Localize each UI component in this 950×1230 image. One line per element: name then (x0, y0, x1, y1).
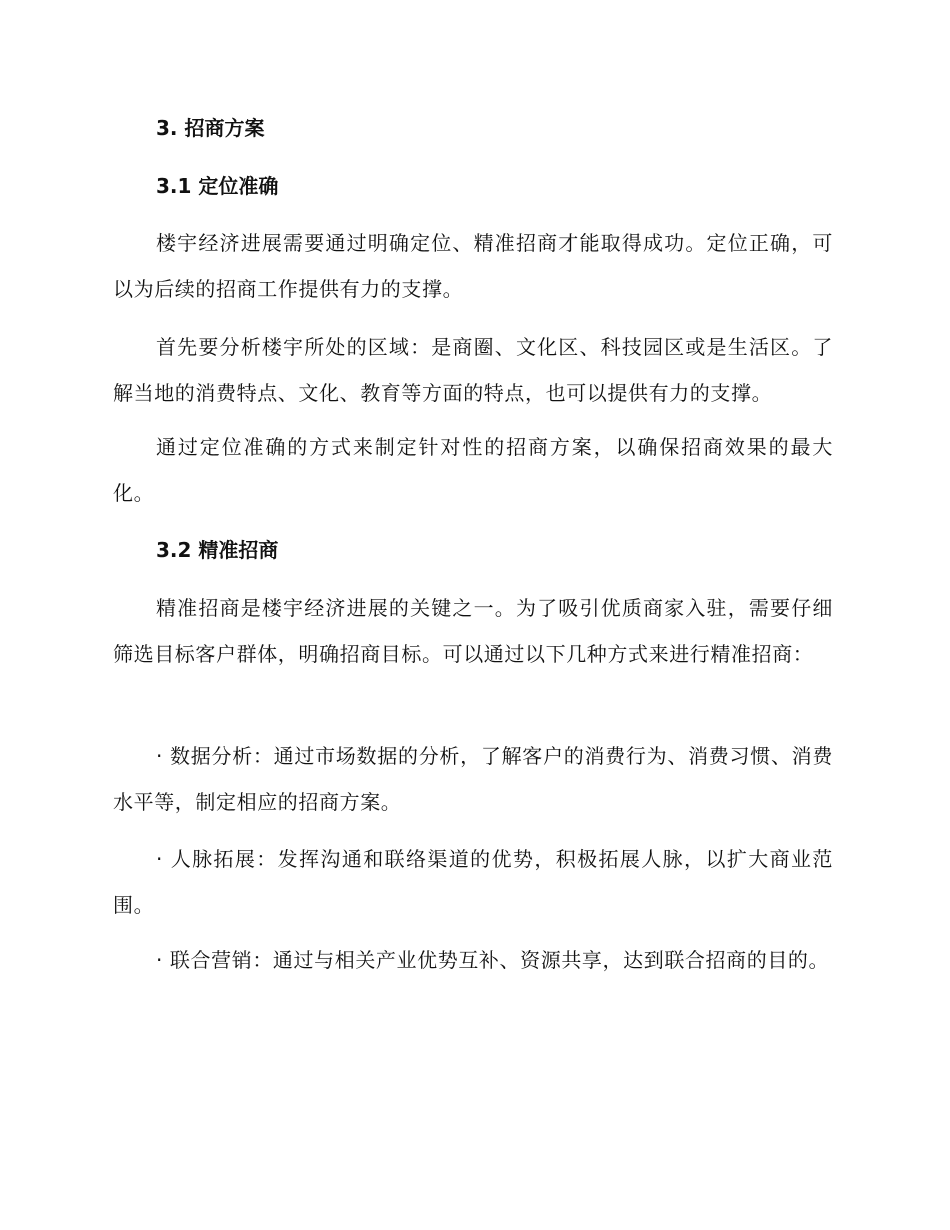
paragraph-precise-investment-intro: 精准招商是楼宇经济进展的关键之一。为了吸引优质商家入驻，需要仔细筛选目标客户群体，明确招商目标。可以通过以下几种方式来进行精准招商： (113, 596, 833, 666)
list-item-joint-marketing: · 联合营销：通过与相关产业优势互补、资源共享，达到联合招商的目的。 (156, 948, 830, 972)
paragraph-positioning-2: 首先要分析楼宇所处的区域：是商圈、文化区、科技园区或是生活区。了解当地的消费特点、文化、教育等方面的特点，也可以提供有力的支撑。 (113, 335, 833, 405)
paragraph-positioning-1: 楼宇经济进展需要通过明确定位、精准招商才能取得成功。定位正确，可以为后续的招商工作提供有力的支撑。 (113, 231, 833, 301)
subsection-title-precise-investment: 3.2 精准招商 (156, 538, 279, 562)
list-item-network-expansion: · 人脉拓展：发挥沟通和联络渠道的优势，积极拓展人脉，以扩大商业范围。 (113, 847, 833, 917)
subsection-title-positioning: 3.1 定位准确 (156, 174, 279, 198)
section-title: 3. 招商方案 (156, 116, 265, 140)
list-item-data-analysis: · 数据分析：通过市场数据的分析，了解客户的消费行为、消费习惯、消费水平等，制定相应的招商方案。 (113, 744, 833, 814)
paragraph-positioning-3: 通过定位准确的方式来制定针对性的招商方案，以确保招商效果的最大化。 (113, 435, 833, 505)
